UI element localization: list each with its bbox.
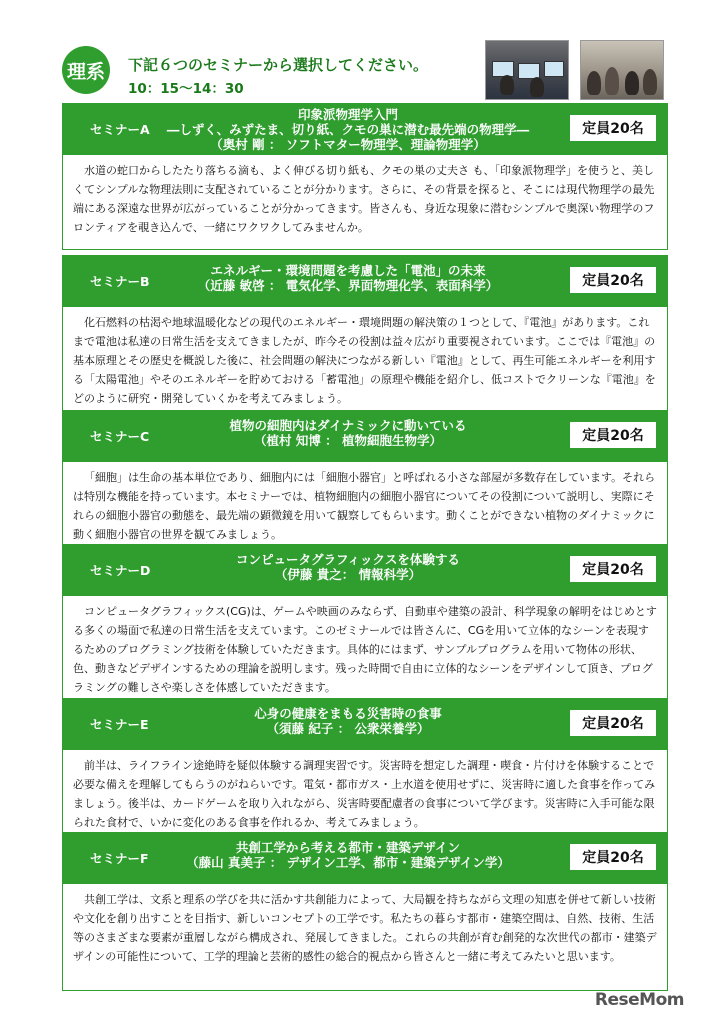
seminar-label: セミナーB <box>90 274 150 289</box>
seminar-e <box>62 698 668 841</box>
seminar-description: 前半は、ライフライン途絶時を疑似体験する調理実習です。災害時を想定した調理・喫食・片付けを体験することで必要な備えを理解してもらうのがねらいです。電気・都市ガス・上水道を使用せずに、災害時に適した食事を作ってみましょう。後半は、カードゲームを取り入れながら、災害時要配慮者の食事について学びます。災害時に入手可能な限られた食材で、いかに変化のある食事を作れるか、考えてみましょう。 <box>62 750 668 841</box>
capacity-label: 定員20名 <box>570 422 656 448</box>
seminar-header <box>62 544 668 596</box>
seminar-header <box>62 255 668 307</box>
seminar-description: 「細胞」は生命の基本単位であり、細胞内には「細胞小器官」と呼ばれる小さな部屋が多数存在しています。それらは特別な機能を持っています。本セミナーでは、植物細胞内の細胞小器官についてその役割について説明し、実際にそれらの細胞小器官の動態を、最先端の顕微鏡を用いて観察してもらいます。動くことができない植物のダイナミックに動く細胞小器官の世界を観てみましょう。 <box>62 462 668 553</box>
seminar-header <box>62 103 668 155</box>
page-header <box>62 44 662 98</box>
seminar-c <box>62 410 668 553</box>
capacity-label: 定員20名 <box>570 710 656 736</box>
seminar-title: 心身の健康をまもる災害時の食事 （須藤 紀子 ： 公衆栄養学） <box>254 706 442 736</box>
seminar-title: エネルギー・環境問題を考慮した「電池」の未来 （近藤 敏啓 ： 電気化学、界面物理化学、表面科学） <box>197 263 499 293</box>
capacity-label: 定員20名 <box>570 267 656 293</box>
seminar-label: セミナーA <box>90 122 150 137</box>
seminar-header <box>62 832 668 884</box>
seminar-b <box>62 255 668 418</box>
seminar-label: セミナーF <box>90 851 149 866</box>
resemom-logo: ReseMom <box>594 990 684 1010</box>
category-badge: 理系 <box>62 46 110 94</box>
seminar-description: 化石燃料の枯渇や地球温暖化などの現代のエネルギー・環境問題の解決策の１つとして、『電池』があります。これまで電池は私達の日常生活を支えてきましたが、昨今その役割は益々広がり重要視されています。ここでは『電池』の基本原理とその歴史を概説した後に、社会問題の解決につながる新しい『電池』として、再生可能エネルギーを利用する「太陽電池」やそのエネルギーを貯めておける「蓄電池」の原理や機能を紹介し、低コストでクリーンな『電池』をどのように研究・開発していくかを考えてみましょう。 <box>62 307 668 418</box>
seminar-title: 印象派物理学入門 ―しずく、みずたま、切り紙、クモの巣に潜む最先端の物理学― （奥村 剛 ： ソフトマター物理学、理論物理学） <box>166 107 530 152</box>
capacity-label: 定員20名 <box>570 844 656 870</box>
seminar-description: 水道の蛇口からしたたり落ちる滴も、よく伸びる切り紙も、クモの巣の丈夫さ も、「印象派物理学」を使うと、美しくてシンプルな物理法則に支配されていることが分かります。さらに、その背景を探ると、そこには現代物理学の最先端にある深遠な世界が広がっていることが分かってきます。皆さんも、身近な現象に潜むシンプルで奥深い物理学のフロンティアを覗き込んで、一緒にワクワクしてみませんか。 <box>62 155 668 250</box>
seminar-header <box>62 410 668 462</box>
classroom-photo-2 <box>580 40 664 100</box>
seminar-label: セミナーC <box>90 429 150 444</box>
capacity-label: 定員20名 <box>570 115 656 141</box>
seminar-label: セミナーD <box>90 563 151 578</box>
instruction-text: 下記６つのセミナーから選択してください。 <box>128 56 429 74</box>
seminar-description: コンピュータグラフィックス(CG)は、ゲームや映画のみならず、自動車や建築の設計、科学現象の解明をはじめとする多くの場面で私達の日常生活を支えています。このゼミナールでは皆さんに、CGを用いて立体的なシーンを表現するためのプログラミング技術を体験していただきます。具体的にはまず、サンプルプログラムを用いて物体の形状、色、動きなどデザインするための理論を説明します。残った時間で自由に立体的なシーンをデザインして頂き、プログラミングの難しさや楽しさを体感していただきます。 <box>62 596 668 707</box>
seminar-label: セミナーE <box>90 717 149 732</box>
seminar-f <box>62 832 668 991</box>
time-range: 10：15〜14：30 <box>128 81 244 97</box>
seminar-header <box>62 698 668 750</box>
capacity-label: 定員20名 <box>570 556 656 582</box>
seminar-a <box>62 103 668 250</box>
classroom-photo-1 <box>485 40 569 100</box>
seminar-title: コンピュータグラフィックスを体験する （伊藤 貴之： 情報科学） <box>236 552 460 582</box>
seminar-title: 共創工学から考える都市・建築デザイン （藤山 真美子 ： デザイン工学、都市・建築デザイン学） <box>186 840 510 870</box>
seminar-d <box>62 544 668 707</box>
seminar-description: 共創工学は、文系と理系の学びを共に活かす共創能力によって、大局観を持ちながら文理の知恵を併せて新しい技術や文化を創り出すことを目指す、新しいコンセプトの工学です。私たちの暮らす都市・建築空間は、自然、技術、生活等のさまざまな要素が重層しながら構成され、発展してきました。これらの共創が育む創発的な次世代の都市・建築デザインの可能性について、工学的理論と芸術的感性の総合的視点から皆さんと一緒に考えてみたいと思います。 <box>62 884 668 991</box>
seminar-title: 植物の細胞内はダイナミックに動いている （植村 知博 ： 植物細胞生物学） <box>229 418 467 448</box>
